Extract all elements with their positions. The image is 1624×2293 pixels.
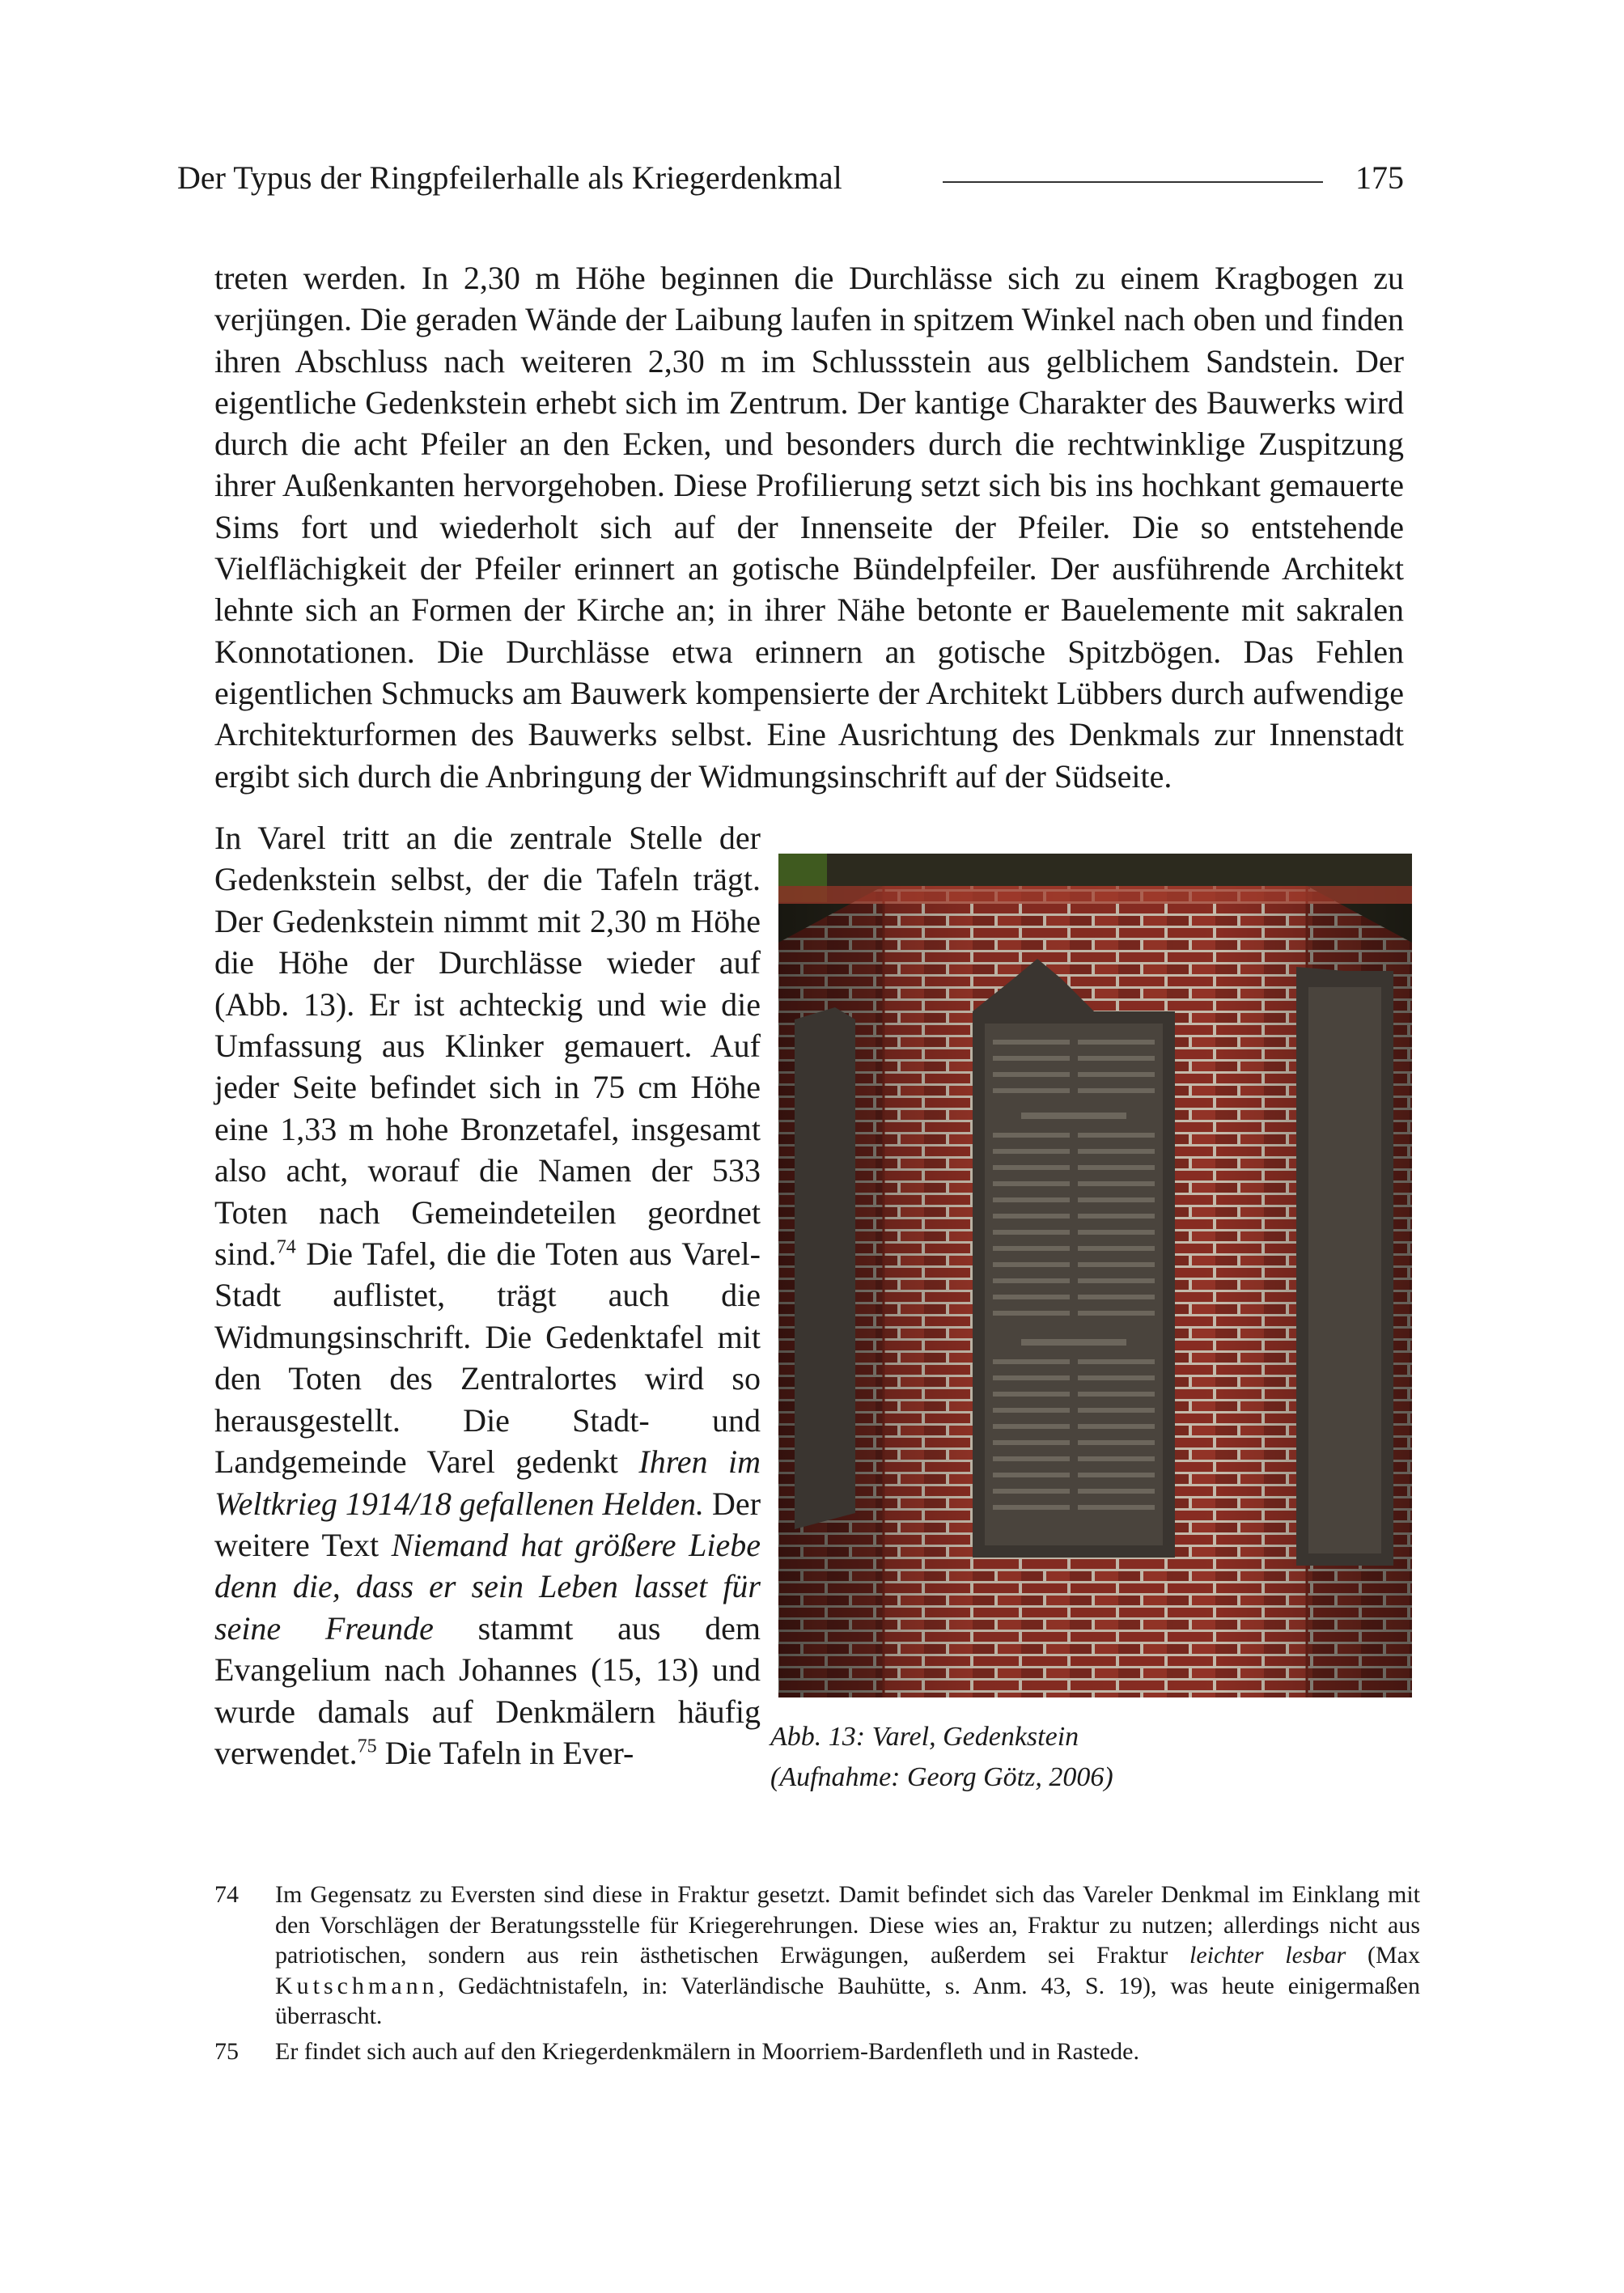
dedication-quote: Ihren im Weltkrieg 1914/18 gefallenen Helden. [214, 1443, 761, 1522]
footnote-number: 74 [214, 1881, 239, 1908]
figure-caption [770, 1717, 1113, 1798]
text-segment: stammt aus dem Evangelium nach Johannes (15, 13) und wurde damals auf Denkmälern häufig verwendet. [214, 1609, 761, 1771]
bible-quote: Niemand hat größere Liebe denn die, dass er sein Leben lasset für seine Freunde [214, 1526, 761, 1647]
text-segment: , Gedächtnistafeln, in: Vaterländische Bauhütte, s. Anm. 43, S. 19), was heute einigermaßen überrascht. [275, 1972, 1420, 2029]
page-number: 175 [1355, 159, 1404, 196]
italic-phrase: leichter lesbar [1189, 1942, 1346, 1969]
text-segment: Die Tafeln in Ever- [376, 1734, 634, 1771]
footnote-ref-75[interactable]: 75 [357, 1736, 377, 1757]
footnote-75 [214, 2037, 1420, 2067]
header-rule [943, 181, 1323, 183]
body-paragraph: treten werden. In 2,30 m Höhe beginnen die Durchlässe sich zu einem Kragbogen zu verjüngen. Die geraden Wände der Laibung laufen in spitzem Winkel nach oben und finden ihren Abschluss nach weiteren 2,30 m im Schlussstein aus gelblichem Sandstein. Der eigentliche Gedenkstein erhebt sich im Zentrum. Der kantige Charakter des Bauwerks wird durch die acht Pfeiler an den Ecken, und besonders durch die rechtwinklige Zuspitzung ihrer Außenkanten hervorgehoben. Diese Profilierung setzt sich bis ins hochkant gemauerte Sims fort und wiederholt sich auf der Innenseite der Pfeiler. Die so entstehende Vielflächigkeit der Pfeiler erinnert an gotische Bündelpfeiler. Der ausführende Architekt lehnte sich an Formen der Kirche an; in ihrer Nähe betonte er Bauelemente mit sakralen Konnotationen. Die Durchlässe etwa erinnern an gotische Spitzbögen. Das Fehlen eigentlichen Schmucks am Bauwerk kompensierte der Architekt Lübbers durch aufwendige Architekturformen des Bauwerks selbst. Eine Ausrichtung des Denkmals zur Innenstadt ergibt sich durch die Anbringung der Widmungsinschrift auf der Südseite. [214, 260, 1404, 795]
footnote-number: 75 [214, 2037, 239, 2065]
caption-credit: (Aufnahme: Georg Götz, 2006) [770, 1762, 1113, 1792]
text-segment: Im Gegensatz zu Eversten sind diese in Fraktur gesetzt. Damit befindet sich das Vareler Denkmal im Einklang mit den Vorschlägen der Beratungsstelle für Kriegerehrungen. Diese wies an, Fraktur zu nutzen; allerdings nicht aus patriotischen, sondern aus rein ästhetischen Erwägungen, außerdem sei Fraktur [275, 1881, 1420, 1969]
text-segment: Der weitere Text [214, 1485, 761, 1563]
footnotes [214, 1880, 1420, 2071]
wrapped-paragraph [214, 817, 761, 1774]
footnote-74 [214, 1880, 1420, 2032]
running-title: Der Typus der Ringpfeilerhalle als Kriegerdenkmal [177, 159, 842, 196]
text-segment: Die Tafel, die die Toten aus Varel-Stadt auflistet, trägt auch die Widmungsinschrift. Die Gedenktafel mit den Toten des Zentralortes wird so herausgestellt. Die Stadt- und Landgemeinde Varel gedenkt [214, 1236, 761, 1481]
caption-title: Abb. 13: Varel, Gedenkstein [770, 1722, 1079, 1752]
author-name: Kutschmann [275, 1972, 439, 1999]
memorial-photo [778, 854, 1412, 1697]
footnote-ref-74[interactable]: 74 [276, 1236, 296, 1258]
footnote-text: Er findet sich auch auf den Kriegerdenkmälern in Moorriem-Bardenfleth und in Rastede. [275, 2037, 1139, 2065]
running-header [177, 159, 1404, 207]
text-segment: In Varel tritt an die zentrale Stelle der Gedenkstein selbst, der die Tafeln trägt. Der Gedenkstein nimmt mit 2,30 m Höhe die Höhe der Durchlässe wieder auf (Abb. 13). Er ist achteckig und wie die Umfassung aus Klinker gemauert. Auf jeder Seite befindet sich in 75 cm Höhe eine 1,33 m hohe Bronzetafel, insgesamt also acht, worauf die Namen der 533 Toten nach Gemeindeteilen geordnet sind. [214, 820, 761, 1273]
footnote-text [275, 1880, 1420, 2032]
text-segment: (Max [1346, 1942, 1420, 1969]
